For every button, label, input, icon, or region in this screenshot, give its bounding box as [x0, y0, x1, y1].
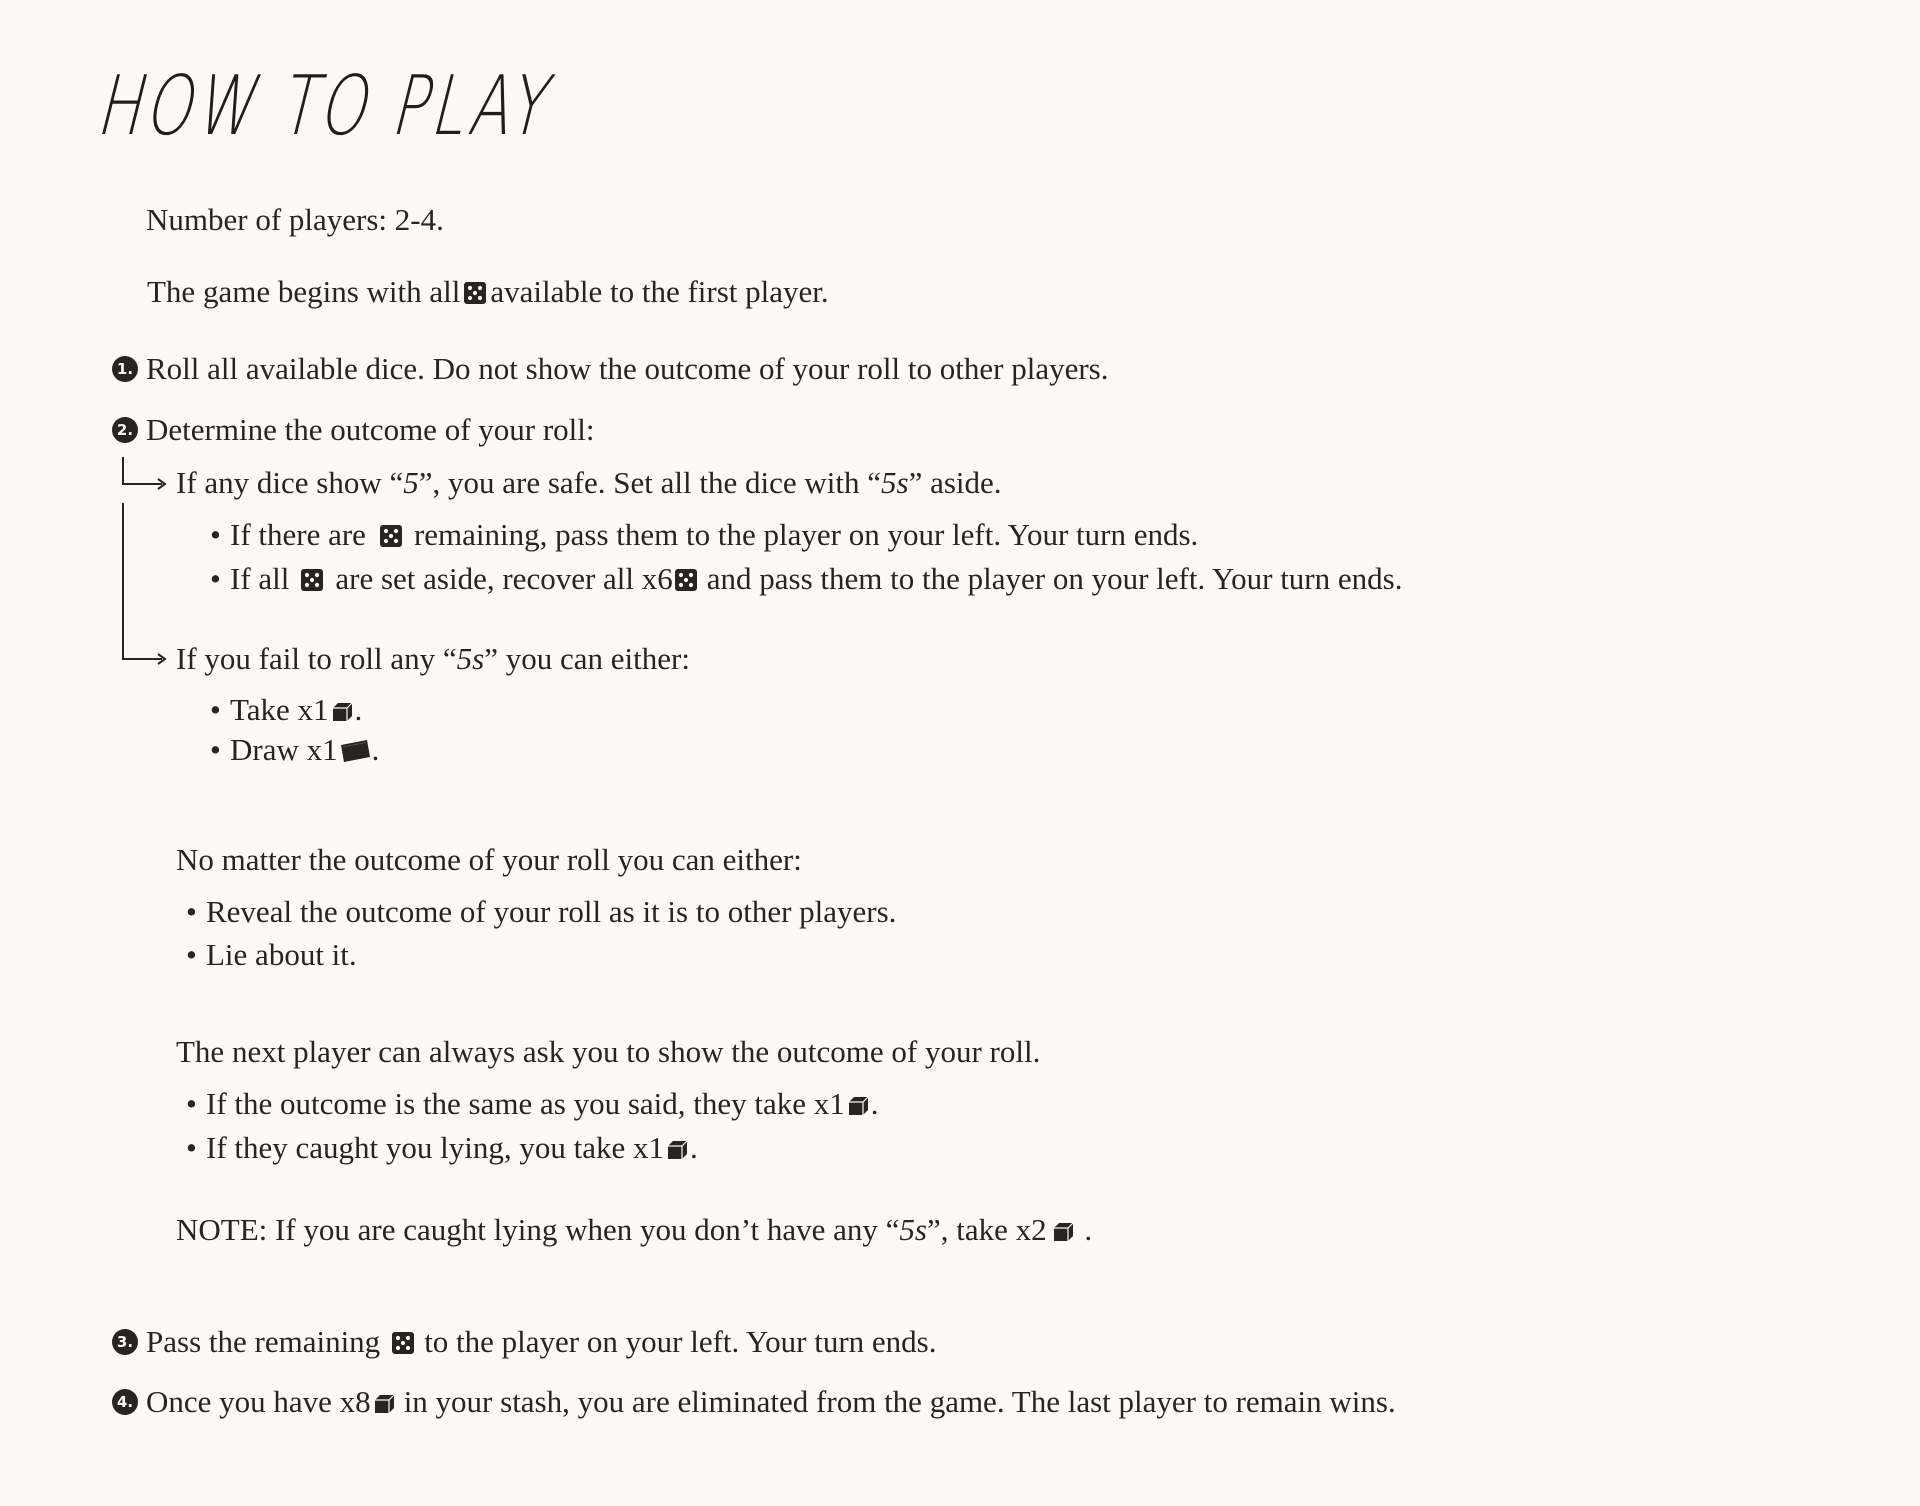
card-icon [339, 739, 371, 763]
step-1-text: Roll all available dice. Do not show the outcome of your roll to other players. [146, 351, 1109, 386]
cube-icon [372, 1393, 396, 1415]
step-4-badge: 4. [112, 1389, 138, 1415]
fail-branch-text: If you fail to roll any “5s” you can either: [176, 641, 690, 676]
cube-icon [846, 1095, 870, 1117]
no-matter-heading: No matter the outcome of your roll you can either: [176, 842, 802, 877]
challenge-bullet-caught: • If they caught you lying, you take x1 . [186, 1130, 698, 1165]
challenge-heading: The next player can always ask you to show the outcome of your roll. [176, 1034, 1041, 1069]
cube-icon [665, 1139, 689, 1161]
challenge-bullet-same: • If the outcome is the same as you said, they take x1 . [186, 1086, 879, 1121]
game-begin-text: The game begins with all available to the first player. [147, 274, 829, 309]
die-icon [301, 569, 323, 591]
note-text: NOTE: If you are caught lying when you don’t have any “5s”, take x2 . [176, 1212, 1093, 1247]
players-count: Number of players: 2-4. [146, 202, 444, 237]
die-icon [380, 525, 402, 547]
step-4-text: Once you have x8 in your stash, you are eliminated from the game. The last player to remain wins. [146, 1384, 1396, 1419]
die-icon [392, 1332, 414, 1354]
safe-bullet-remaining: • If there are remaining, pass them to the player on your left. Your turn ends. [210, 517, 1199, 552]
fail-bullet-draw: • Draw x1 . [210, 732, 380, 767]
step-2-text: Determine the outcome of your roll: [146, 412, 595, 447]
cube-icon [1051, 1221, 1075, 1243]
safe-bullet-all-aside: • If all are set aside, recover all x6 and pass them to the player on your left. Your turn ends. [210, 561, 1403, 596]
fail-bullet-take: • Take x1 . [210, 692, 363, 727]
step-1-badge: 1. [112, 356, 138, 382]
die-icon [675, 569, 697, 591]
safe-branch-text: If any dice show “5”, you are safe. Set all the dice with “5s” aside. [176, 465, 1002, 500]
cube-icon [330, 701, 354, 723]
page-title: HOW TO PLAY [90, 59, 565, 154]
die-icon [464, 282, 486, 304]
no-matter-bullet-lie: • Lie about it. [186, 937, 357, 972]
step-2-badge: 2. [112, 417, 138, 443]
branch-connector [118, 455, 174, 665]
no-matter-bullet-reveal: • Reveal the outcome of your roll as it is to other players. [186, 894, 897, 929]
step-3-badge: 3. [112, 1329, 138, 1355]
step-3-text: Pass the remaining to the player on your left. Your turn ends. [146, 1324, 937, 1359]
